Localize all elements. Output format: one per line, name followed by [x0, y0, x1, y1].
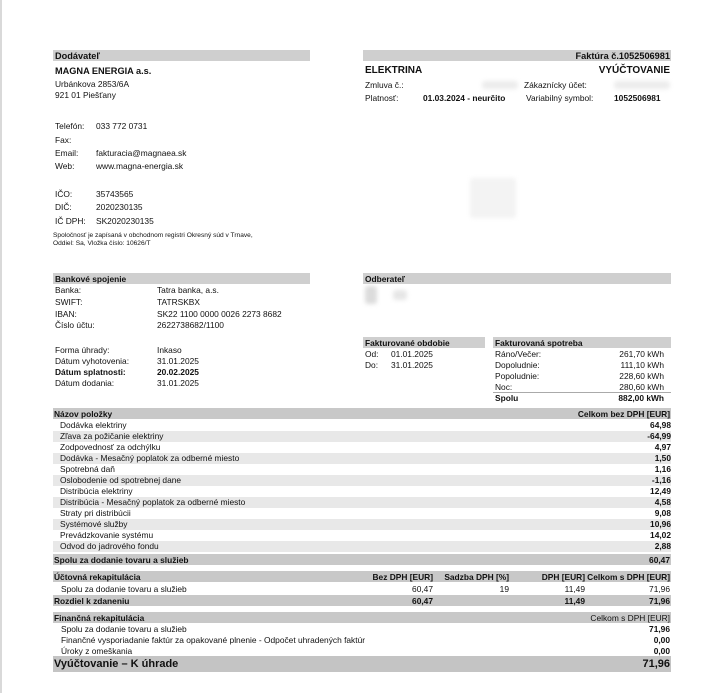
accounting-col-rate: Sadzba DPH [%]	[444, 572, 509, 582]
recipient-redacted	[393, 290, 407, 300]
accounting-row-rate: 19	[499, 584, 509, 594]
item-name: Prevádzkovanie systému	[60, 530, 154, 540]
final-label: Vyúčtovanie – K úhrade	[54, 658, 179, 670]
consumption-total: 882,00 kWh	[618, 393, 664, 403]
item-name: Dodávka elektriny	[60, 420, 127, 430]
bank-label: SWIFT:	[55, 297, 83, 307]
contract-number-redacted	[482, 81, 518, 89]
recipient-header-bar	[363, 273, 671, 284]
consumption-value: 280,60 kWh	[619, 382, 664, 392]
iban-value: SK22 1100 0000 0026 2273 8682	[157, 309, 282, 319]
item-name: Dodávka - Mesačný poplatok za odberné miesto	[60, 453, 240, 463]
diff-label: Rozdiel k zdaneniu	[54, 596, 130, 606]
page-edge	[0, 0, 2, 693]
bank-header: Bankové spojenie	[55, 274, 127, 284]
payment-label: Forma úhrady:	[55, 345, 110, 355]
account-number: 2622738682/1100	[157, 320, 224, 330]
payment-value: 31.01.2025	[157, 378, 199, 388]
recipient-header: Odberateľ	[365, 274, 405, 284]
accounting-col-base: Bez DPH [EUR]	[372, 572, 433, 582]
item-name: Odvod do jadrového fondu	[60, 541, 159, 551]
item-name: Systémové služby	[60, 519, 128, 529]
item-amount: -1,16	[651, 475, 671, 485]
icdph-value: SK2020230135	[96, 216, 154, 226]
item-amount: 4,97	[654, 442, 671, 452]
financial-header: Finančná rekapitulácia	[54, 613, 145, 623]
diff-total: 71,96	[649, 596, 670, 606]
contract-label: Zmluva č.:	[365, 80, 404, 90]
table-row	[53, 453, 671, 464]
consumption-header: Fakturovaná spotreba	[495, 338, 583, 348]
financial-row-label: Finančné vysporiadanie faktúr za opakované plnenie - Odpočet uhradených faktúr	[61, 635, 366, 645]
document-type: VYÚČTOVANIE	[598, 65, 670, 76]
contact-phone: 033 772 0731	[96, 121, 148, 131]
item-amount: 1,50	[654, 453, 671, 463]
accounting-col-vat: DPH [EUR]	[541, 572, 585, 582]
table-row	[53, 497, 671, 508]
customer-account-redacted	[614, 81, 670, 89]
item-amount: 4,58	[654, 497, 671, 507]
financial-col-total: Celkom s DPH [EUR]	[590, 613, 670, 623]
items-total-label: Spolu za dodanie tovaru a služieb	[54, 555, 189, 565]
accounting-row-total: 71,96	[649, 584, 670, 594]
period-to-label: Do:	[365, 360, 379, 370]
item-amount: 2,88	[654, 541, 671, 551]
table-row	[53, 508, 671, 519]
table-row	[53, 486, 671, 497]
validity-label: Platnosť:	[365, 93, 399, 103]
recipient-redacted	[365, 286, 377, 304]
consumption-label: Popoludnie:	[495, 371, 540, 381]
vs-value: 1052506981	[614, 93, 661, 103]
supplier-header: Dodávateľ	[55, 51, 100, 61]
item-amount: 12,49	[650, 486, 671, 496]
item-amount: 14,02	[650, 530, 671, 540]
financial-header-bar	[53, 612, 671, 623]
supplier-city: 921 01 Piešťany	[55, 90, 116, 100]
contact-label: Email:	[55, 148, 79, 158]
item-amount: 1,16	[654, 464, 671, 474]
item-amount: -64,99	[647, 431, 671, 441]
item-name: Straty pri distribúcii	[60, 508, 131, 518]
bank-name: Tatra banka, a.s.	[157, 285, 219, 295]
period-to: 31.01.2025	[391, 360, 433, 370]
accounting-row-base: 60,47	[412, 584, 433, 594]
accounting-col-total: Celkom s DPH [EUR]	[587, 572, 670, 582]
item-name: Oslobodenie od spotrebnej dane	[60, 475, 182, 485]
payment-value: 31.01.2025	[157, 356, 199, 366]
bank-label: Číslo účtu:	[55, 320, 95, 330]
validity-value: 01.03.2024 - neurčito	[423, 93, 506, 103]
financial-row-label: Spolu za dodanie tovaru a služieb	[61, 624, 187, 634]
id-label: IČ DPH:	[55, 216, 86, 226]
accounting-row-vat: 11,49	[564, 584, 585, 594]
consumption-value: 261,70 kWh	[619, 349, 664, 359]
due-date: 20.02.2025	[157, 367, 199, 377]
item-amount: 10,96	[650, 519, 671, 529]
items-header-left: Názov položky	[54, 409, 113, 419]
contact-label: Fax:	[55, 135, 72, 145]
diff-base: 60,47	[412, 596, 433, 606]
table-row	[53, 442, 671, 453]
registry-line-1: Spoločnosť je zapísaná v obchodnom registri Okresný súd v Trnave,	[53, 232, 253, 239]
vs-label: Variabilný symbol:	[526, 93, 594, 103]
bank-label: IBAN:	[55, 309, 77, 319]
items-header-right: Celkom bez DPH [EUR]	[577, 409, 670, 419]
item-amount: 9,08	[654, 508, 671, 518]
ico-value: 35743565	[96, 189, 134, 199]
consumption-label: Noc:	[495, 382, 513, 392]
supplier-name: MAGNA ENERGIA a.s.	[55, 66, 152, 76]
swift-value: TATRSKBX	[157, 297, 200, 307]
contact-email: fakturacia@magnaea.sk	[96, 148, 187, 158]
registry-line-2: Oddiel: Sa, Vložka číslo: 10626/T	[53, 240, 151, 247]
period-header: Fakturované obdobie	[365, 338, 450, 348]
consumption-value: 228,60 kWh	[619, 371, 664, 381]
consumption-total-label: Spolu	[495, 393, 519, 403]
accounting-header: Účtovná rekapitulácia	[54, 572, 141, 582]
contact-label: Telefón:	[55, 121, 85, 131]
payment-label: Dátum splatnosti:	[55, 367, 126, 377]
customer-account-label: Zákaznícky účet:	[524, 80, 587, 90]
contact-label: Web:	[55, 161, 75, 171]
table-row	[53, 530, 671, 541]
item-name: Distribúcia elektriny	[60, 486, 133, 496]
items-total: 60,47	[649, 555, 670, 565]
payment-value: Inkaso	[157, 345, 182, 355]
financial-row-value: 71,96	[649, 624, 670, 634]
id-label: IČO:	[55, 189, 73, 199]
consumption-label: Ráno/Večer:	[495, 349, 542, 359]
item-name: Distribúcia - Mesačný poplatok za odberné miesto	[60, 497, 246, 507]
consumption-label: Dopoludnie:	[495, 360, 540, 370]
invoice-number: Faktúra č.1052506981	[575, 51, 670, 61]
id-label: DIČ:	[55, 202, 72, 212]
contact-web: www.magna-energia.sk	[96, 161, 184, 171]
dic-value: 2020230135	[96, 202, 143, 212]
period-from: 01.01.2025	[391, 349, 433, 359]
table-row	[53, 541, 671, 552]
payment-label: Dátum dodania:	[55, 378, 115, 388]
item-name: Zľava za požičanie elektriny	[60, 431, 164, 441]
table-row	[53, 420, 671, 431]
table-row	[53, 464, 671, 475]
item-name: Zodpovednosť za odchýlku	[60, 442, 161, 452]
table-row	[53, 431, 671, 442]
accounting-row-label: Spolu za dodanie tovaru a služieb	[61, 584, 187, 594]
item-name: Spotrebná daň	[60, 464, 115, 474]
diff-vat: 11,49	[564, 596, 585, 606]
supplier-street: Urbánkova 2853/6A	[55, 79, 130, 89]
financial-row-value: 0,00	[653, 635, 670, 645]
payment-label: Dátum vyhotovenia:	[55, 356, 130, 366]
period-from-label: Od:	[365, 349, 379, 359]
redacted-area	[470, 178, 516, 218]
table-row	[53, 475, 671, 486]
consumption-value: 111,10 kWh	[620, 360, 664, 370]
final-amount: 71,96	[642, 658, 670, 670]
bank-label: Banka:	[55, 285, 82, 295]
financial-row-value: 0,00	[653, 646, 670, 656]
commodity: ELEKTRINA	[365, 65, 423, 76]
item-amount: 64,98	[650, 420, 671, 430]
financial-row-label: Úroky z omeškania	[61, 646, 133, 656]
table-row	[53, 519, 671, 530]
